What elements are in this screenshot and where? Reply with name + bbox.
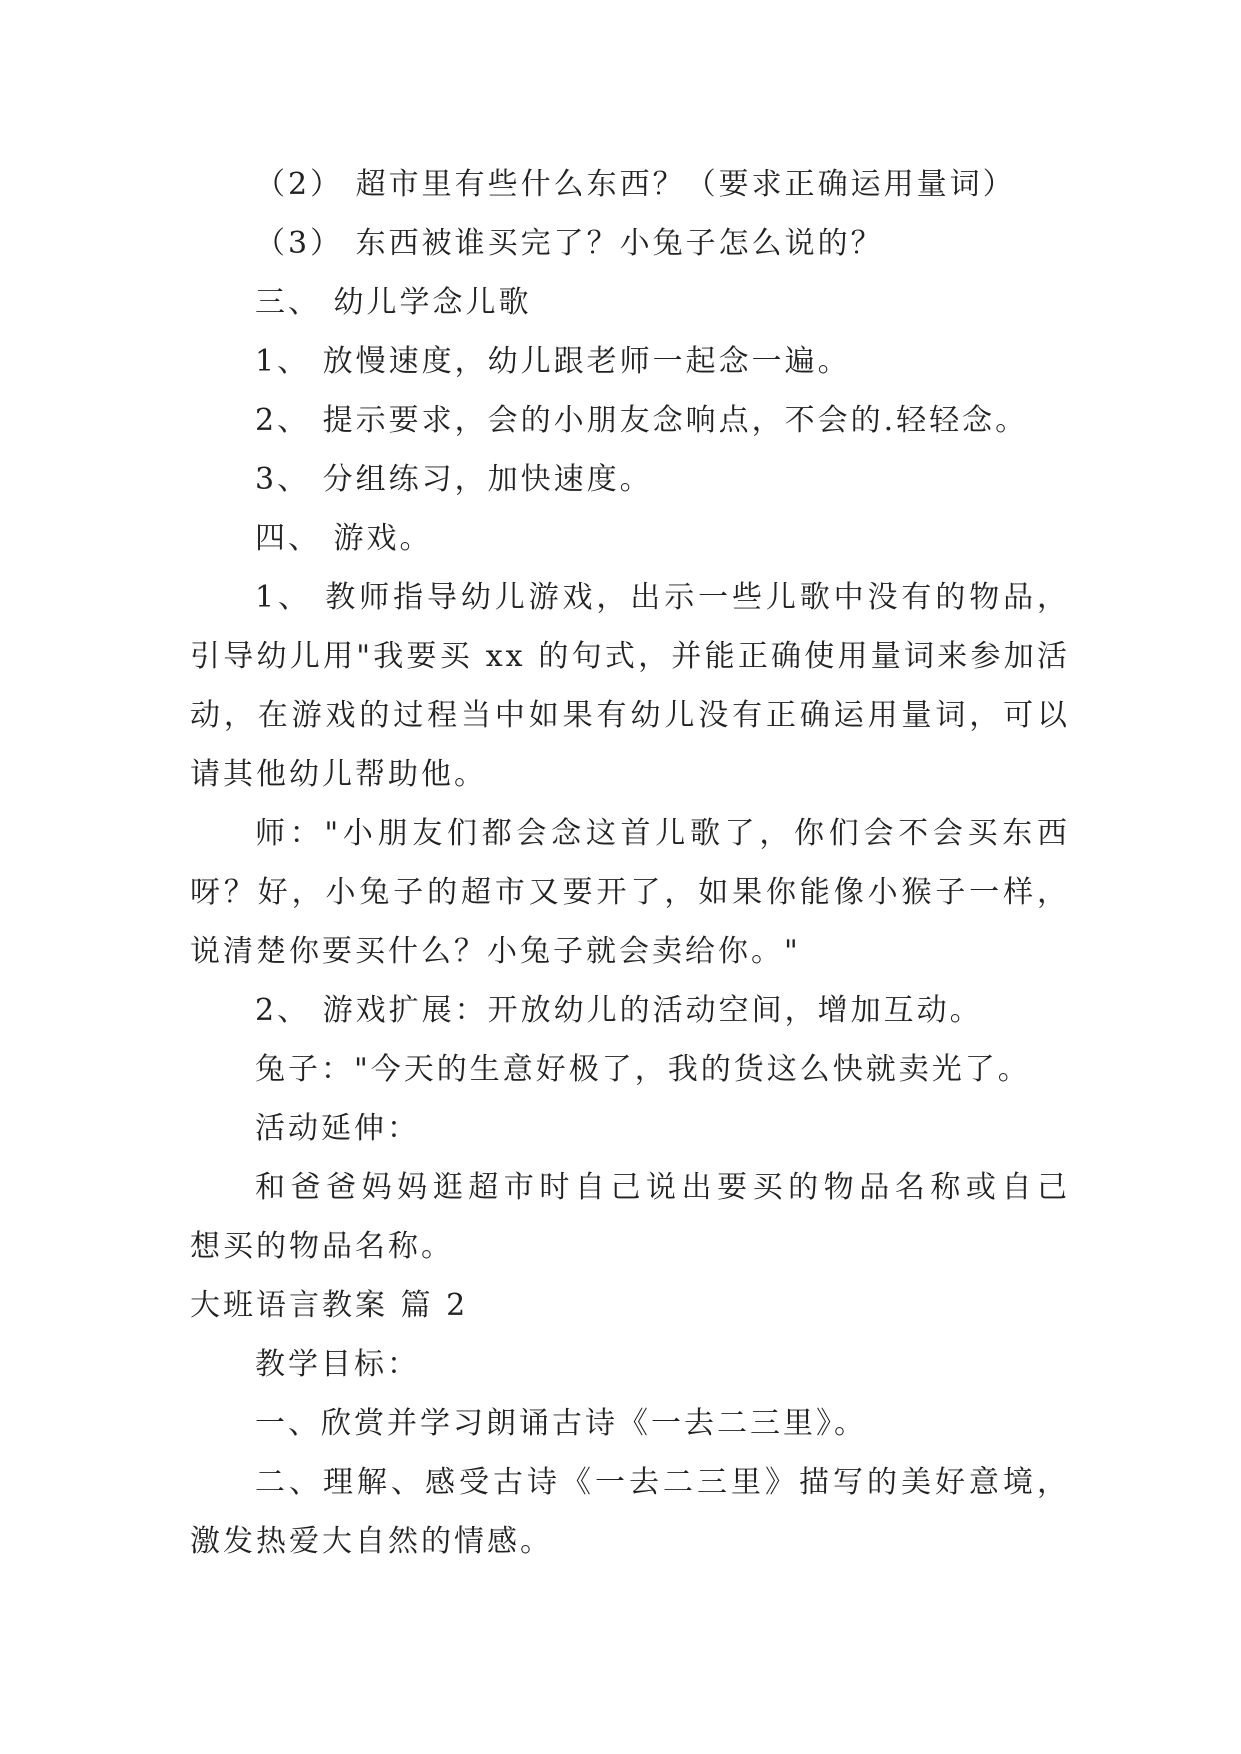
text-line: 2、 提示要求，会的小朋友念响点，不会的.轻轻念。 <box>255 403 1029 438</box>
text-line: 请其他幼儿帮助他。 <box>190 757 487 792</box>
text-line: （2） 超市里有些什么东西？（要求正确运用量词） <box>255 167 1016 202</box>
text-line: 和爸爸妈妈逛超市时自己说出要买的物品名称或自己 <box>255 1170 1070 1205</box>
section-heading: 三、 幼儿学念儿歌 <box>255 285 532 320</box>
text-line: 师："小朋友们都会念这首儿歌了，你们会不会买东西 <box>255 816 1070 851</box>
article-title: 大班语言教案 篇 2 <box>190 1288 469 1323</box>
text-line: 教学目标： <box>255 1347 420 1382</box>
text-line: 说清楚你要买什么？小兔子就会卖给你。" <box>190 934 801 969</box>
text-line: 活动延伸： <box>255 1111 420 1146</box>
text-line: 二、理解、感受古诗《一去二三里》描写的美好意境， <box>255 1465 1070 1500</box>
section-heading: 四、 游戏。 <box>255 521 433 556</box>
text-line: 激发热爱大自然的情感。 <box>190 1524 553 1559</box>
text-line: 3、 分组练习，加快速度。 <box>255 462 653 497</box>
text-line: 想买的物品名称。 <box>190 1229 454 1264</box>
text-line: 兔子："今天的生意好极了，我的货这么快就卖光了。 <box>255 1052 1031 1087</box>
text-line: 引导幼儿用"我要买 xx 的句式，并能正确使用量词来参加活 <box>190 639 1070 674</box>
text-line: 1、 放慢速度，幼儿跟老师一起念一遍。 <box>255 344 851 379</box>
text-line: 呀？好，小兔子的超市又要开了，如果你能像小猴子一样， <box>190 875 1070 910</box>
text-line: 1、 教师指导幼儿游戏，出示一些儿歌中没有的物品， <box>255 580 1070 615</box>
text-line: 2、 游戏扩展：开放幼儿的活动空间，增加互动。 <box>255 993 983 1028</box>
text-line: 一、欣赏并学习朗诵古诗《一去二三里》。 <box>255 1406 867 1441</box>
text-line: 动，在游戏的过程当中如果有幼儿没有正确运用量词，可以 <box>190 698 1070 733</box>
document-body <box>190 155 1070 1571</box>
text-line: （3） 东西被谁买完了？小兔子怎么说的？ <box>255 226 884 261</box>
